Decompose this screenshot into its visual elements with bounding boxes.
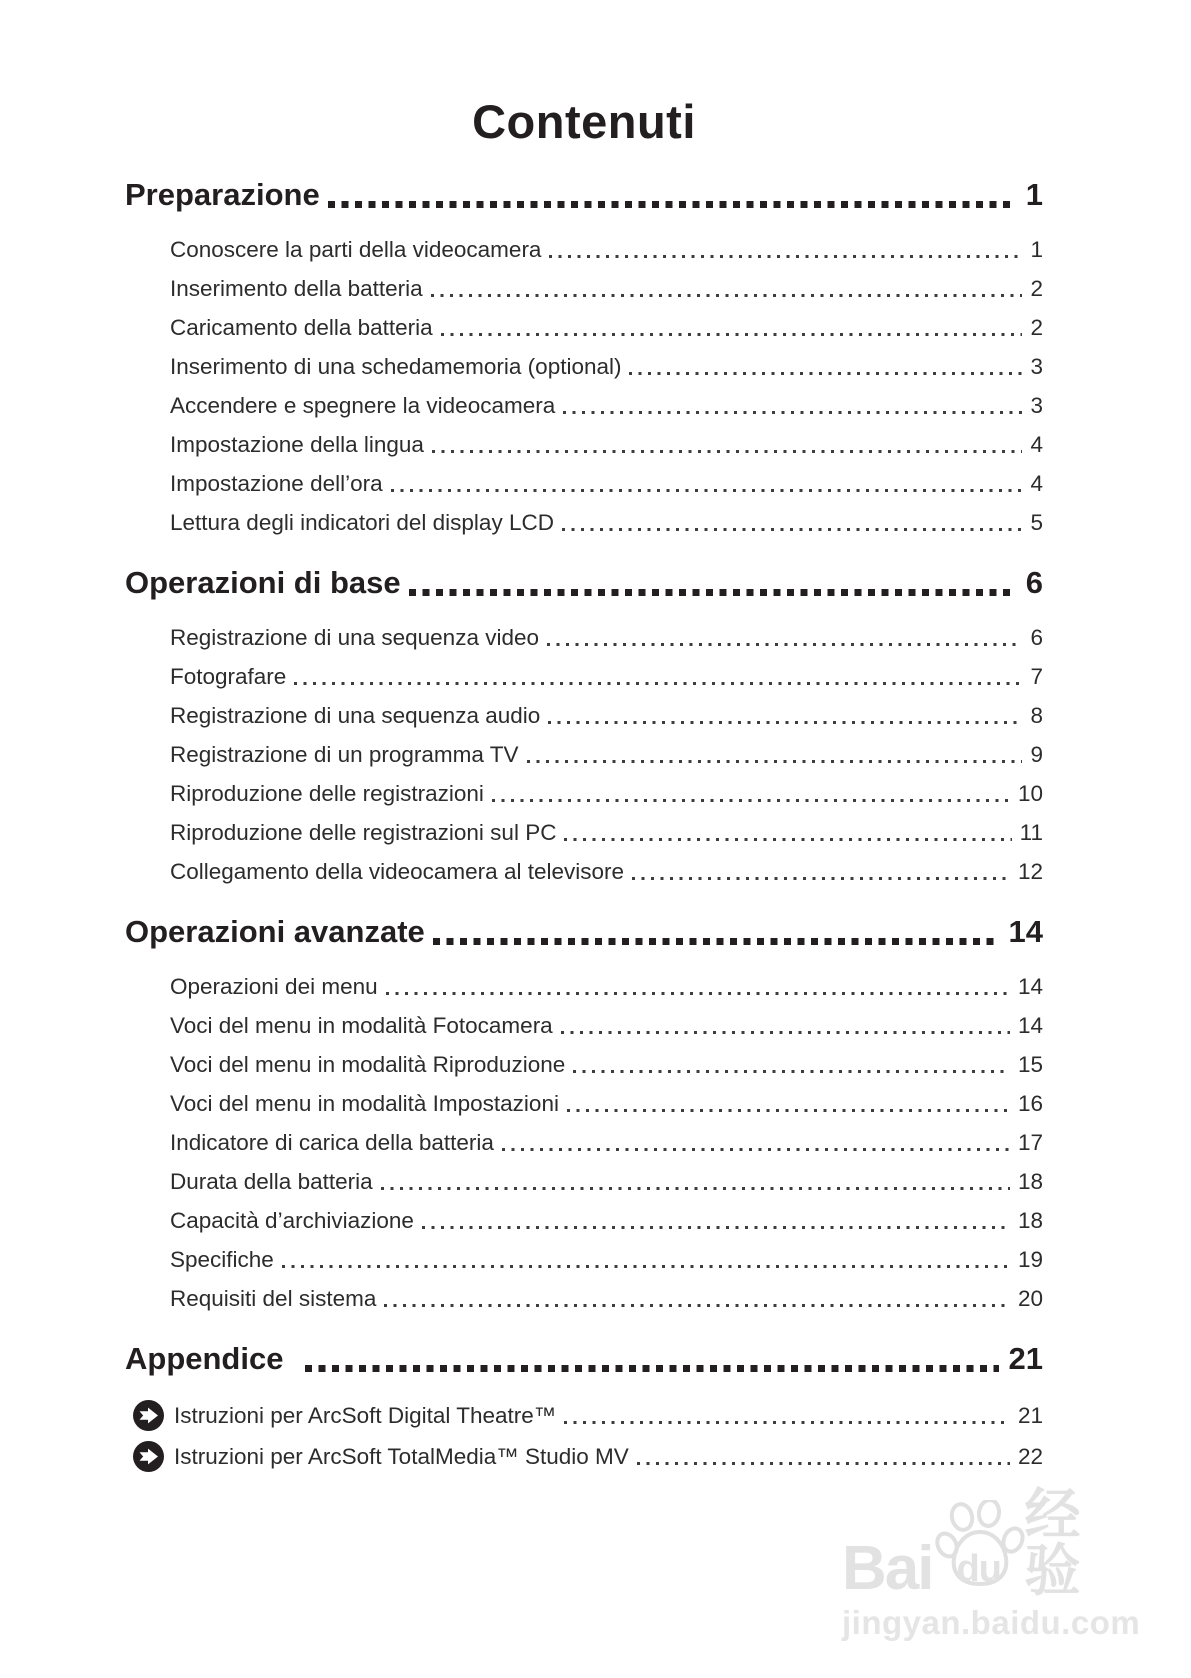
dotted-leader [573, 1070, 1010, 1073]
toc-entry-label: Conoscere la parti della videocamera [170, 237, 542, 262]
table-of-contents [125, 175, 1043, 1471]
toc-entry-label: Inserimento della batteria [170, 276, 423, 301]
toc-entry-label: Durata della batteria [170, 1169, 373, 1194]
toc-entry [125, 508, 1043, 537]
toc-entry-page: 4 [1030, 471, 1043, 496]
dotted-leader [561, 1031, 1010, 1034]
toc-entry-page: 7 [1030, 664, 1043, 689]
toc-entry-label: Operazioni dei menu [170, 974, 378, 999]
toc-section-label: Appendice [125, 1341, 284, 1376]
toc-entry-label: Accendere e spegnere la videocamera [170, 393, 556, 418]
dotted-leader [409, 589, 1016, 596]
toc-entry-page: 2 [1030, 276, 1043, 301]
dotted-leader [562, 528, 1023, 531]
toc-entry-page: 22 [1017, 1444, 1043, 1469]
toc-entry [125, 779, 1043, 808]
toc-entry-page: 21 [1017, 1403, 1043, 1428]
toc-section-header [125, 563, 1043, 603]
toc-entry [125, 352, 1043, 381]
toc-section-header [125, 175, 1043, 215]
toc-entry-page: 9 [1030, 742, 1043, 767]
dotted-leader [492, 799, 1010, 802]
toc-entry-label: Istruzioni per ArcSoft TotalMedia™ Studio MV [174, 1444, 629, 1469]
toc-entry-page: 19 [1017, 1247, 1043, 1272]
toc-entry [125, 1245, 1043, 1274]
toc-section-operazioni-avanzate [125, 912, 1043, 1313]
toc-entry-page: 18 [1017, 1208, 1043, 1233]
toc-entry [125, 1011, 1043, 1040]
toc-entry-page: 18 [1017, 1169, 1043, 1194]
arrow-circle-icon [133, 1400, 164, 1431]
toc-entry-label: Indicatore di carica della batteria [170, 1130, 494, 1155]
toc-entry-label: Voci del menu in modalità Fotocamera [170, 1013, 553, 1038]
toc-section-page: 6 [1025, 565, 1043, 600]
dotted-leader [564, 838, 1011, 841]
toc-entry-page: 2 [1030, 315, 1043, 340]
toc-entry [125, 1399, 1043, 1430]
toc-entry [125, 1089, 1043, 1118]
toc-section-label: Preparazione [125, 177, 320, 212]
toc-entry-label: Riproduzione delle registrazioni [170, 781, 484, 806]
dotted-leader [629, 372, 1022, 375]
toc-entry [125, 430, 1043, 459]
toc-entry-label: Voci del menu in modalità Riproduzione [170, 1052, 566, 1077]
toc-entry [125, 1167, 1043, 1196]
toc-entry-page: 12 [1017, 859, 1043, 884]
toc-section-page: 1 [1025, 177, 1043, 212]
toc-entry [125, 274, 1043, 303]
toc-entry-label: Registrazione di un programma TV [170, 742, 519, 767]
toc-entry [125, 701, 1043, 730]
toc-entry [125, 623, 1043, 652]
dotted-leader [567, 1109, 1010, 1112]
toc-entry [125, 740, 1043, 769]
toc-entry-label: Inserimento di una schedamemoria (optional) [170, 354, 622, 379]
toc-entry-page: 4 [1030, 432, 1043, 457]
toc-entry-page: 1 [1030, 237, 1043, 262]
dotted-leader [637, 1462, 1010, 1465]
toc-section-operazioni-di-base [125, 563, 1043, 886]
toc-entry-page: 8 [1030, 703, 1043, 728]
toc-entry-page: 5 [1030, 510, 1043, 535]
dotted-leader [328, 201, 1016, 208]
dotted-leader [441, 333, 1023, 336]
dotted-leader [305, 1365, 998, 1372]
page-title: Contenuti [472, 95, 696, 148]
toc-entry-page: 3 [1030, 354, 1043, 379]
jingyan-cn-text: 经验 [1024, 1483, 1083, 1604]
toc-entry [125, 1284, 1043, 1313]
toc-entry-label: Lettura degli indicatori del display LCD [170, 510, 554, 535]
toc-section-preparazione [125, 175, 1043, 537]
toc-entry-page: 17 [1017, 1130, 1043, 1155]
toc-entry-page: 3 [1030, 393, 1043, 418]
arrow-circle-icon [133, 1441, 164, 1472]
toc-section-label: Operazioni di base [125, 565, 401, 600]
toc-entry-label: Registrazione di una sequenza video [170, 625, 539, 650]
toc-entry-page: 20 [1017, 1286, 1043, 1311]
toc-entry-label: Impostazione dell’ora [170, 471, 383, 496]
toc-entry-page: 16 [1017, 1091, 1043, 1116]
toc-entry-label: Caricamento della batteria [170, 315, 433, 340]
dotted-leader [502, 1148, 1010, 1151]
toc-entry [125, 1440, 1043, 1471]
dotted-leader [433, 938, 999, 945]
watermark-url: jingyan.baidu.com [842, 1604, 1141, 1641]
toc-entry-label: Specifiche [170, 1247, 274, 1272]
dotted-leader [432, 450, 1023, 453]
baidu-watermark [842, 1483, 1141, 1642]
toc-entry-label: Riproduzione delle registrazioni sul PC [170, 820, 557, 845]
toc-section-appendice [125, 1339, 1043, 1471]
toc-entry [125, 1050, 1043, 1079]
dotted-leader [549, 255, 1022, 258]
baidu-logo-text-du: du [956, 1548, 1001, 1590]
toc-entry [125, 469, 1043, 498]
toc-entry-label: Voci del menu in modalità Impostazioni [170, 1091, 559, 1116]
toc-entry-page: 6 [1030, 625, 1043, 650]
baidu-paw-icon [932, 1500, 1028, 1600]
dotted-leader [282, 1265, 1010, 1268]
dotted-leader [431, 294, 1023, 297]
toc-section-header [125, 1339, 1043, 1379]
baidu-logo-text-bai: Bai [842, 1534, 933, 1603]
toc-entry-page: 11 [1019, 820, 1043, 845]
toc-entry-label: Impostazione della lingua [170, 432, 424, 457]
dotted-leader [548, 721, 1022, 724]
baidu-logo [842, 1483, 1132, 1604]
dotted-leader [632, 877, 1010, 880]
dotted-leader [422, 1226, 1010, 1229]
toc-entry-page: 14 [1017, 974, 1043, 999]
toc-entry [125, 1128, 1043, 1157]
toc-entry-label: Collegamento della videocamera al televisore [170, 859, 624, 884]
toc-entry [125, 662, 1043, 691]
dotted-leader [547, 643, 1022, 646]
dotted-leader [527, 760, 1023, 763]
dotted-leader [564, 1421, 1010, 1424]
toc-entry-page: 10 [1017, 781, 1043, 806]
toc-entry [125, 857, 1043, 886]
dotted-leader [563, 411, 1022, 414]
toc-entry [125, 235, 1043, 264]
toc-entry-label: Requisiti del sistema [170, 1286, 377, 1311]
dotted-leader [391, 489, 1023, 492]
toc-entry [125, 1206, 1043, 1235]
toc-entry-label: Fotografare [170, 664, 287, 689]
toc-entry [125, 818, 1043, 847]
toc-section-label: Operazioni avanzate [125, 914, 425, 949]
toc-section-header [125, 912, 1043, 952]
dotted-leader [381, 1187, 1010, 1190]
toc-entry-label: Registrazione di una sequenza audio [170, 703, 541, 728]
toc-entry-page: 15 [1017, 1052, 1043, 1077]
toc-entry [125, 972, 1043, 1001]
toc-entry-label: Capacità d’archiviazione [170, 1208, 414, 1233]
toc-entry-label: Istruzioni per ArcSoft Digital Theatre™ [174, 1403, 557, 1428]
dotted-leader [384, 1304, 1010, 1307]
toc-entry [125, 313, 1043, 342]
toc-entry [125, 391, 1043, 420]
toc-section-page: 14 [1008, 914, 1043, 949]
toc-section-page: 21 [1008, 1341, 1043, 1376]
dotted-leader [294, 682, 1022, 685]
toc-entry-page: 14 [1017, 1013, 1043, 1038]
dotted-leader [386, 992, 1010, 995]
